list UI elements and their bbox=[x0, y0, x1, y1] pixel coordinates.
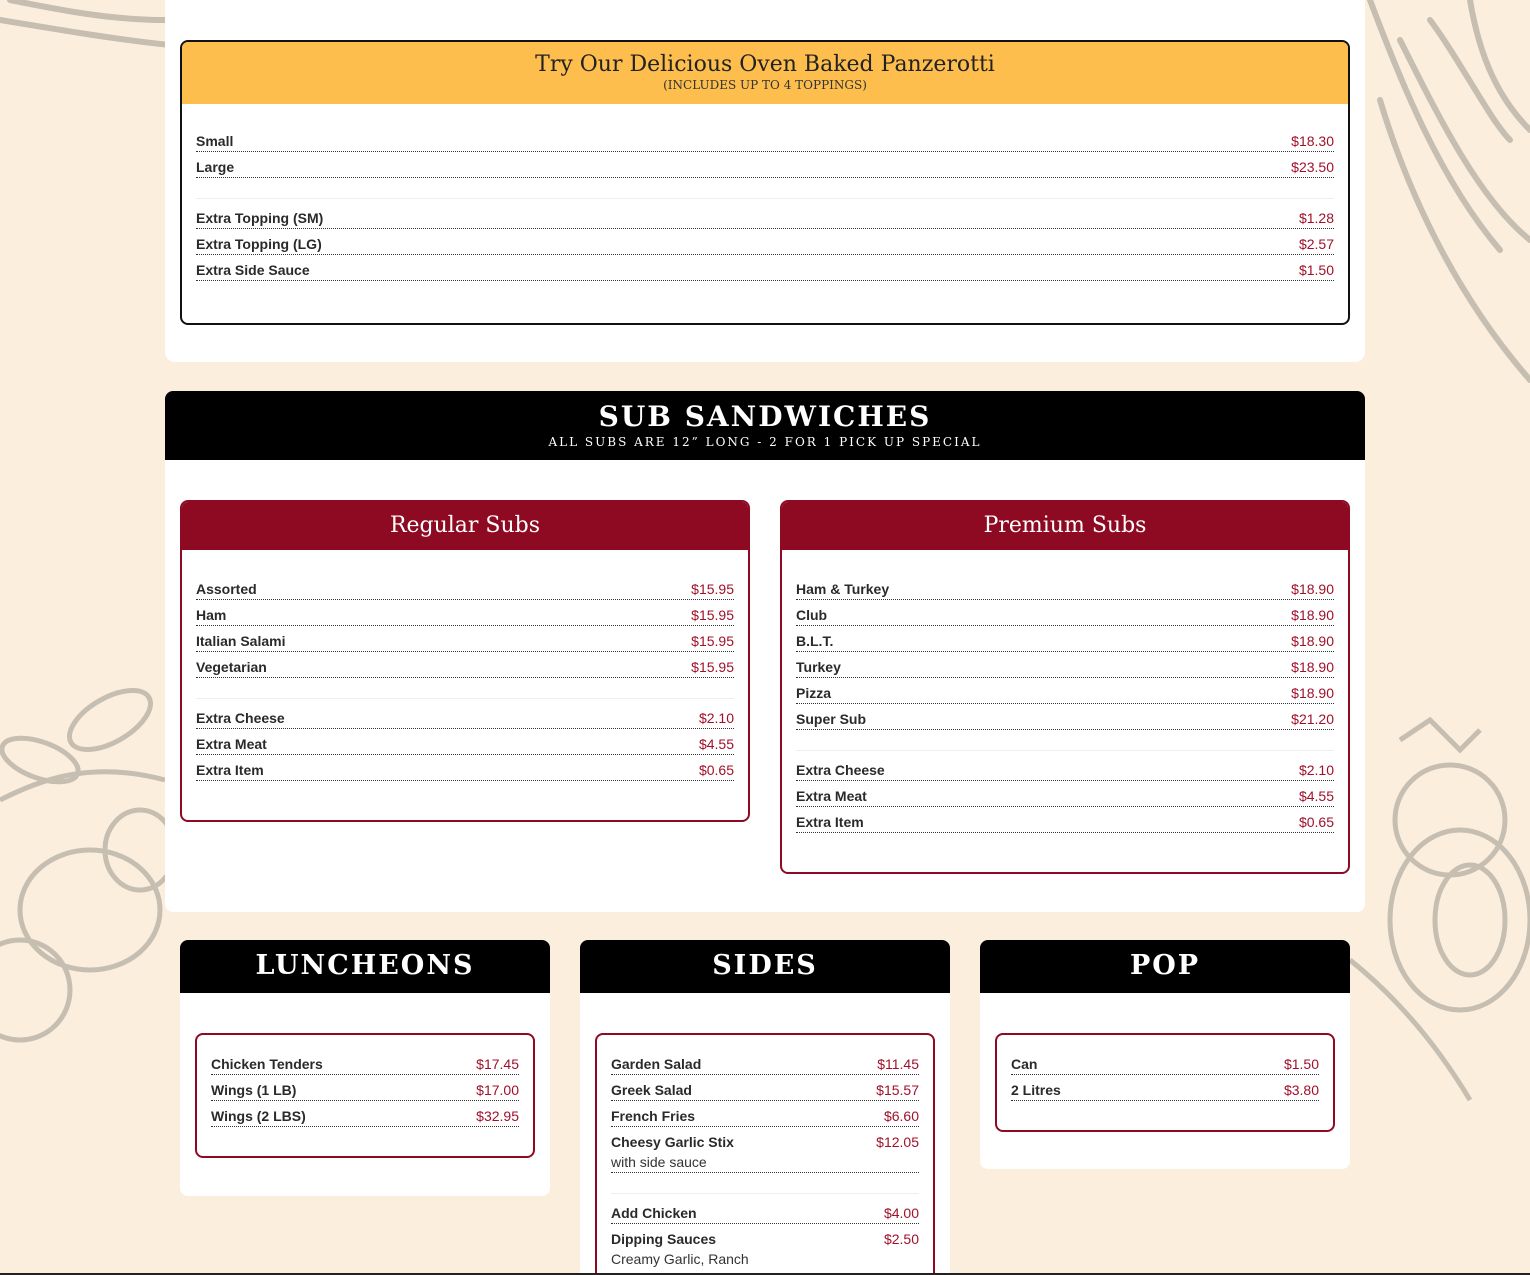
item-price: $18.90 bbox=[1291, 607, 1334, 623]
item-price: $0.65 bbox=[698, 762, 734, 778]
item-price: $18.90 bbox=[1291, 581, 1334, 597]
item-name: Chicken Tenders bbox=[211, 1056, 323, 1072]
list-item[interactable] bbox=[611, 1101, 919, 1127]
list-item[interactable] bbox=[196, 229, 1334, 255]
item-price: $0.65 bbox=[1298, 814, 1334, 830]
item-name: Club bbox=[796, 607, 828, 623]
list-item[interactable] bbox=[796, 755, 1334, 781]
list-item[interactable] bbox=[196, 126, 1334, 152]
item-name: Wings (1 LB) bbox=[211, 1082, 297, 1098]
list-item[interactable] bbox=[611, 1049, 919, 1075]
panzerotti-box bbox=[180, 40, 1350, 325]
item-name: Garden Salad bbox=[611, 1056, 702, 1072]
list-item[interactable] bbox=[211, 1101, 519, 1127]
list-item[interactable] bbox=[796, 807, 1334, 833]
panzerotti-header bbox=[182, 42, 1348, 104]
item-price: $18.30 bbox=[1291, 133, 1334, 149]
list-item[interactable] bbox=[796, 678, 1334, 704]
premium-subs-list bbox=[782, 550, 1348, 833]
item-price: $2.10 bbox=[698, 710, 734, 726]
list-item[interactable] bbox=[796, 781, 1334, 807]
divider bbox=[196, 198, 1334, 199]
panzerotti-subtitle: (INCLUDES UP TO 4 TOPPINGS) bbox=[663, 78, 867, 92]
list-item[interactable] bbox=[196, 703, 734, 729]
list-item[interactable] bbox=[611, 1198, 919, 1224]
pop-title: POP bbox=[1129, 950, 1201, 981]
luncheons-header bbox=[180, 940, 550, 993]
item-name: Extra Cheese bbox=[796, 762, 885, 778]
item-name: Can bbox=[1011, 1056, 1038, 1072]
item-price: $4.55 bbox=[1298, 788, 1334, 804]
item-price: $15.95 bbox=[691, 607, 734, 623]
item-name: 2 Litres bbox=[1011, 1082, 1061, 1098]
list-item[interactable] bbox=[611, 1075, 919, 1101]
item-name: Greek Salad bbox=[611, 1082, 692, 1098]
divider bbox=[611, 1193, 919, 1194]
list-item[interactable] bbox=[1011, 1075, 1319, 1101]
item-price: $18.90 bbox=[1291, 659, 1334, 675]
item-name: Extra Item bbox=[196, 762, 264, 778]
list-item[interactable] bbox=[196, 574, 734, 600]
list-item[interactable] bbox=[196, 729, 734, 755]
item-price: $15.57 bbox=[876, 1082, 919, 1098]
regular-subs-list bbox=[182, 550, 748, 781]
item-price: $6.60 bbox=[883, 1108, 919, 1124]
item-name: French Fries bbox=[611, 1108, 696, 1124]
list-item[interactable] bbox=[211, 1049, 519, 1075]
item-name: B.L.T. bbox=[796, 633, 834, 649]
item-name: Extra Cheese bbox=[196, 710, 285, 726]
item-name: Turkey bbox=[796, 659, 841, 675]
list-item[interactable] bbox=[196, 755, 734, 781]
item-name: Extra Meat bbox=[196, 736, 267, 752]
regular-subs-box bbox=[180, 500, 750, 822]
item-price: $2.57 bbox=[1298, 236, 1334, 252]
divider bbox=[196, 698, 734, 699]
item-note: Creamy Garlic, Ranch bbox=[611, 1251, 749, 1267]
item-price: $15.95 bbox=[691, 633, 734, 649]
subs-header bbox=[165, 391, 1365, 460]
subs-subtitle: ALL SUBS ARE 12” LONG - 2 FOR 1 PICK UP SPECIAL bbox=[548, 435, 982, 449]
item-price: $17.45 bbox=[476, 1056, 519, 1072]
premium-subs-box bbox=[780, 500, 1350, 874]
list-item[interactable] bbox=[796, 574, 1334, 600]
item-price: $3.80 bbox=[1283, 1082, 1319, 1098]
sides-box bbox=[595, 1033, 935, 1275]
item-price: $21.20 bbox=[1291, 711, 1334, 727]
item-name: Extra Meat bbox=[796, 788, 867, 804]
regular-subs-title: Regular Subs bbox=[182, 502, 748, 550]
list-item[interactable] bbox=[796, 704, 1334, 730]
luncheons-title: LUNCHEONS bbox=[255, 950, 475, 981]
item-price: $1.50 bbox=[1298, 262, 1334, 278]
list-item[interactable] bbox=[796, 652, 1334, 678]
panzerotti-list bbox=[182, 104, 1348, 281]
sides-header bbox=[580, 940, 950, 993]
item-price: $32.95 bbox=[476, 1108, 519, 1124]
item-name: Dipping Sauces bbox=[611, 1231, 717, 1247]
item-price: $15.95 bbox=[691, 581, 734, 597]
list-item[interactable] bbox=[1011, 1049, 1319, 1075]
list-item[interactable] bbox=[196, 626, 734, 652]
panzerotti-title: Try Our Delicious Oven Baked Panzerotti bbox=[535, 52, 995, 77]
luncheons-box bbox=[195, 1033, 535, 1158]
item-price: $1.28 bbox=[1298, 210, 1334, 226]
item-name: Super Sub bbox=[796, 711, 867, 727]
list-item[interactable] bbox=[196, 152, 1334, 178]
item-name: Extra Item bbox=[796, 814, 864, 830]
list-item[interactable] bbox=[611, 1127, 919, 1173]
item-name: Ham & Turkey bbox=[796, 581, 890, 597]
item-name: Ham bbox=[196, 607, 227, 623]
item-name: Large bbox=[196, 159, 235, 175]
pop-box bbox=[995, 1033, 1335, 1132]
list-item[interactable] bbox=[796, 626, 1334, 652]
item-name: Pizza bbox=[796, 685, 832, 701]
item-price: $11.45 bbox=[877, 1056, 919, 1072]
item-name: Extra Topping (LG) bbox=[196, 236, 322, 252]
list-item[interactable] bbox=[611, 1224, 919, 1270]
item-name: Cheesy Garlic Stix bbox=[611, 1134, 734, 1150]
item-price: $17.00 bbox=[476, 1082, 519, 1098]
item-price: $2.10 bbox=[1298, 762, 1334, 778]
list-item[interactable] bbox=[211, 1075, 519, 1101]
item-price: $18.90 bbox=[1291, 633, 1334, 649]
premium-subs-title: Premium Subs bbox=[782, 502, 1348, 550]
list-item[interactable] bbox=[196, 203, 1334, 229]
item-price: $15.95 bbox=[691, 659, 734, 675]
item-price: $18.90 bbox=[1291, 685, 1334, 701]
item-note: with side sauce bbox=[611, 1154, 707, 1170]
item-price: $4.55 bbox=[698, 736, 734, 752]
item-name: Add Chicken bbox=[611, 1205, 697, 1221]
list-item[interactable] bbox=[196, 600, 734, 626]
item-name: Italian Salami bbox=[196, 633, 286, 649]
list-item[interactable] bbox=[196, 255, 1334, 281]
list-item[interactable] bbox=[196, 652, 734, 678]
item-name: Vegetarian bbox=[196, 659, 267, 675]
item-name: Extra Topping (SM) bbox=[196, 210, 324, 226]
item-name: Extra Side Sauce bbox=[196, 262, 310, 278]
item-price: $2.50 bbox=[883, 1231, 919, 1247]
item-name: Wings (2 LBS) bbox=[211, 1108, 306, 1124]
sides-title: SIDES bbox=[712, 950, 818, 981]
item-price: $4.00 bbox=[883, 1205, 919, 1221]
pop-header bbox=[980, 940, 1350, 993]
item-price: $23.50 bbox=[1291, 159, 1334, 175]
item-price: $12.05 bbox=[876, 1134, 919, 1150]
item-price: $1.50 bbox=[1283, 1056, 1319, 1072]
list-item[interactable] bbox=[796, 600, 1334, 626]
divider bbox=[796, 750, 1334, 751]
item-name: Assorted bbox=[196, 581, 257, 597]
subs-title: SUB SANDWICHES bbox=[598, 400, 932, 433]
item-name: Small bbox=[196, 133, 234, 149]
